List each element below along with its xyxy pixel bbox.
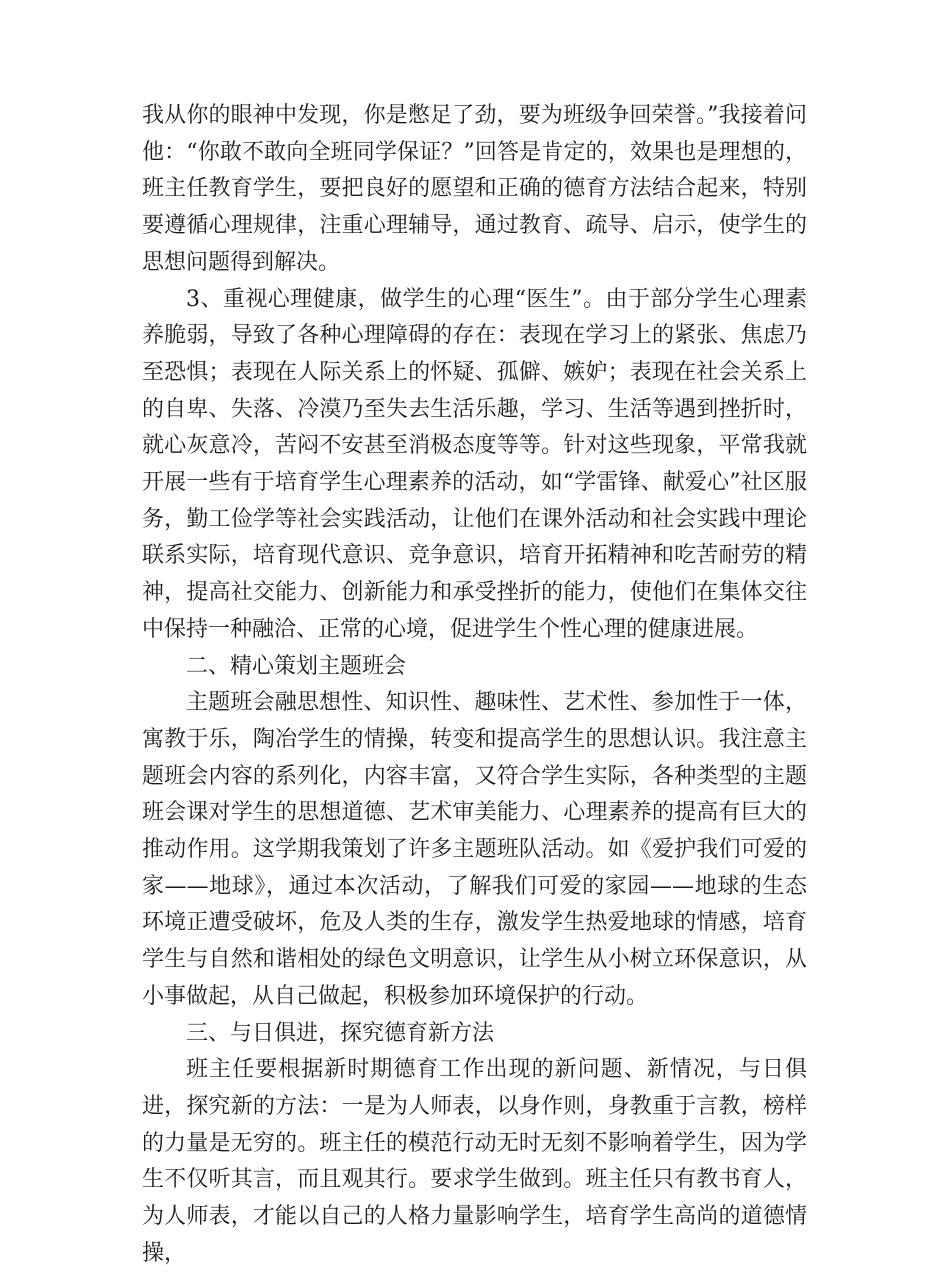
document-page	[142, 98, 807, 1273]
paragraph-continuation: 我从你的眼神中发现，你是憋足了劲，要为班级争回荣誉。”我接着问他：“你敢不敢向全班同学保证？”回答是肯定的，效果也是理想的，班主任教育学生，要把良好的愿望和正确的德育方法结合起来，特别要遵循心理规律，注重心理辅导，通过教育、疏导、启示，使学生的思想问题得到解决。	[142, 103, 807, 275]
paragraph-section-3: 班主任要根据新时期德育工作出现的新问题、新情况，与日俱进，探究新的方法：一是为人师表，以身作则，身教重于言教，榜样的力量是无穷的。班主任的模范行动无时无刻不影响着学生，因为学生不仅听其言，而且观其行。要求学生做到。班主任只有教书育人，为人师表，才能以自己的人格力量影响学生，培育学生高尚的道德情操，	[142, 1057, 807, 1266]
paragraph-point-3: 3、重视心理健康，做学生的心理“医生”。由于部分学生心理素养脆弱，导致了各种心理障碍的存在：表现在学习上的紧张、焦虑乃至恐惧；表现在人际关系上的怀疑、孤僻、嫉妒；表现在社会关系上的自卑、失落、冷漠乃至失去生活乐趣，学习、生活等遇到挫折时，就心灰意冷，苦闷不安甚至消极态度等等。针对这些现象，平常我就开展一些有于培育学生心理素养的活动，如“学雷锋、献爱心”社区服务，勤工俭学等社会实践活动，让他们在课外活动和社会实践中理论联系实际，培育现代意识、竞争意识，培育开拓精神和吃苦耐劳的精神，提高社交能力、创新能力和承受挫折的能力，使他们在集体交往中保持一种融洽、正常的心境，促进学生个性心理的健康进展。	[142, 286, 807, 642]
section-heading-3: 三、与日俱进，探究德育新方法	[186, 1020, 495, 1046]
paragraph-section-2: 主题班会融思想性、知识性、趣味性、艺术性、参加性于一体，寓教于乐，陶冶学生的情操，转变和提高学生的思想认识。我注意主题班会内容的系列化，内容丰富，又符合学生实际，各种类型的主题班会课对学生的思想道德、艺术审美能力、心理素养的提高有巨大的推动作用。这学期我策划了许多主题班队活动。如《爱护我们可爱的家——地球》，通过本次活动，了解我们可爱的家园——地球的生态环境正遭受破坏，危及人类的生存，激发学生热爱地球的情感，培育学生与自然和谐相处的绿色文明意识，让学生从小树立环保意识，从小事做起，从自己做起，积极参加环境保护的行动。	[142, 690, 807, 1009]
section-heading-2: 二、精心策划主题班会	[186, 653, 407, 679]
